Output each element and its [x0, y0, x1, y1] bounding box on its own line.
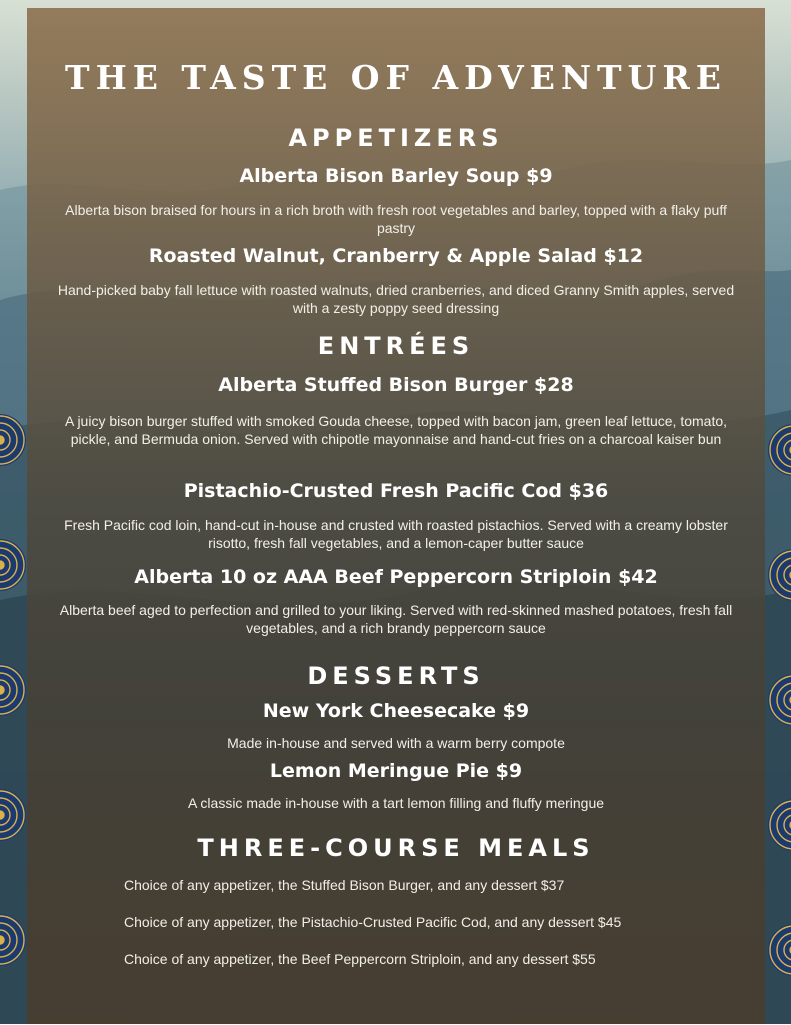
dish-description: Alberta beef aged to perfection and grilled to your liking. Served with red-skinned mashed potatoes, fresh fall vegetables, and a rich brandy peppercorn sauce [59, 602, 733, 636]
dish-description: A juicy bison burger stuffed with smoked Gouda cheese, topped with bacon jam, green leaf lettuce, tomato, pickle, and Bermuda onion. Served with chipotle mayonnaise and hand-cut fries on a charcoal kaiser bun [64, 413, 728, 447]
dish-description: Alberta bison braised for hours in a rich broth with fresh root vegetables and barley, topped with a flaky puff pastry [65, 202, 727, 236]
three-course-item: Choice of any appetizer, the Pistachio-Crusted Pacific Cod, and any dessert $45 [124, 914, 622, 930]
dish-description: Fresh Pacific cod loin, hand-cut in-house and crusted with roasted pistachios. Served with a creamy lobster risotto, fresh fall vegetables, and a lemon-caper butter sauce [64, 517, 728, 551]
dish-name: Alberta 10 oz AAA Beef Peppercorn Striploin $42 [134, 566, 658, 588]
appetizers-heading: APPETIZERS [288, 124, 504, 152]
dish-description: A classic made in-house with a tart lemon filling and fluffy meringue [187, 795, 605, 811]
dish-description: Made in-house and served with a warm berry compote [227, 735, 565, 751]
menu-title: THE TASTE OF ADVENTURE [65, 58, 727, 97]
three-course-heading: THREE-COURSE MEALS [197, 834, 595, 862]
menu-panel [27, 8, 765, 1024]
dish-name: Pistachio-Crusted Fresh Pacific Cod $36 [183, 480, 609, 502]
dish-name: Alberta Stuffed Bison Burger $28 [218, 374, 574, 396]
dish-name: Lemon Meringue Pie $9 [269, 760, 523, 782]
dish-name: Roasted Walnut, Cranberry & Apple Salad $12 [148, 245, 644, 267]
dish-name: Alberta Bison Barley Soup $9 [239, 165, 553, 187]
dish-description: Hand-picked baby fall lettuce with roasted walnuts, dried cranberries, and diced Granny Smith apples, served with a zesty poppy seed dressing [57, 282, 735, 316]
three-course-item: Choice of any appetizer, the Stuffed Bison Burger, and any dessert $37 [124, 877, 565, 893]
three-course-item: Choice of any appetizer, the Beef Peppercorn Striploin, and any dessert $55 [124, 951, 596, 967]
entrees-heading: ENTRÉES [317, 332, 475, 360]
desserts-heading: DESSERTS [307, 662, 485, 690]
dish-name: New York Cheesecake $9 [262, 700, 530, 722]
